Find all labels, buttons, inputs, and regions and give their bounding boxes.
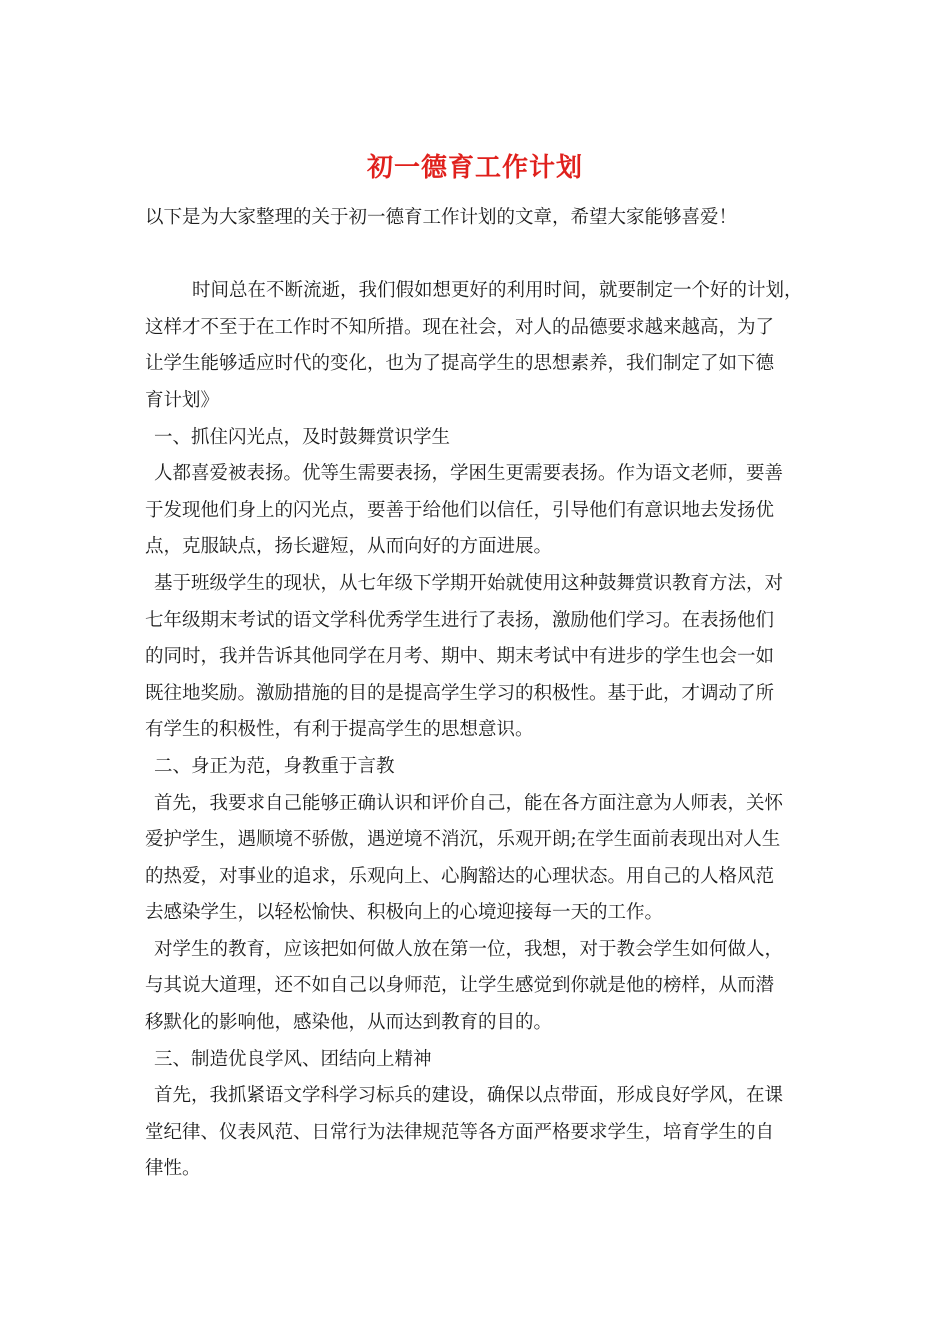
document-title: 初一德育工作计划 <box>366 153 583 183</box>
paragraph-line: 首先，我要求自己能够正确认识和评价自己，能在各方面注意为人师表，关怀 <box>154 792 784 814</box>
paragraph-line: 既往地奖励。激励措施的目的是提高学生学习的积极性。基于此，才调动了所 <box>145 682 775 704</box>
section-heading-1: 一、抓住闪光点，及时鼓舞赏识学生 <box>154 426 451 448</box>
paragraph-line: 让学生能够适应时代的变化，也为了提高学生的思想素养，我们制定了如下德 <box>145 353 775 375</box>
paragraph-line: 有学生的积极性，有利于提高学生的思想意识。 <box>145 719 534 741</box>
paragraph-line: 移默化的影响他，感染他，从而达到教育的目的。 <box>145 1012 553 1034</box>
paragraph-line: 的热爱，对事业的追求，乐观向上、心胸豁达的心理状态。用自己的人格风范 <box>145 865 775 887</box>
paragraph-line: 人都喜爱被表扬。优等生需要表扬，学困生更需要表扬。作为语文老师，要善 <box>154 463 784 485</box>
paragraph-line: 点，克服缺点，扬长避短，从而向好的方面进展。 <box>145 536 553 558</box>
paragraph-line: 这样才不至于在工作时不知所措。现在社会，对人的品德要求越来越高，为了 <box>145 316 775 338</box>
document-body <box>145 200 825 1188</box>
paragraph-line: 基于班级学生的现状，从七年级下学期开始就使用这种鼓舞赏识教育方法，对 <box>154 572 784 594</box>
paragraph-line: 爱护学生，遇顺境不骄傲，遇逆境不消沉，乐观开朗;在学生面前表现出对人生 <box>145 829 781 851</box>
section-heading-3: 三、制造优良学风、团结向上精神 <box>154 1048 432 1070</box>
paragraph-line: 育计划》 <box>145 389 220 411</box>
paragraph-line: 去感染学生，以轻松愉快、积极向上的心境迎接每一天的工作。 <box>145 902 664 924</box>
paragraph-line: 七年级期末考试的语文学科优秀学生进行了表扬，激励他们学习。在表扬他们 <box>145 609 775 631</box>
paragraph-line: 律性。 <box>145 1158 201 1180</box>
paragraph-line: 与其说大道理，还不如自己以身师范，让学生感觉到你就是他的榜样，从而潜 <box>145 975 775 997</box>
paragraph-line: 堂纪律、仪表风范、日常行为法律规范等各方面严格要求学生，培育学生的自 <box>145 1121 775 1143</box>
section-heading-2: 二、身正为范，身教重于言教 <box>154 755 395 777</box>
blank-line <box>145 237 825 274</box>
intro-line: 以下是为大家整理的关于初一德育工作计划的文章，希望大家能够喜爱！ <box>145 207 738 228</box>
paragraph-line: 对学生的教育，应该把如何做人放在第一位，我想，对于教会学生如何做人， <box>154 938 784 960</box>
paragraph-line: 的同时，我并告诉其他同学在月考、期中、期末考试中有进步的学生也会一如 <box>145 646 775 668</box>
paragraph-line: 首先，我抓紧语文学科学习标兵的建设，确保以点带面，形成良好学风，在课 <box>154 1085 784 1107</box>
paragraph-line: 于发现他们身上的闪光点，要善于给他们以信任，引导他们有意识地去发扬优 <box>145 499 775 521</box>
paragraph-line: 时间总在不断流逝，我们假如想更好的利用时间，就要制定一个好的计划， <box>192 280 803 302</box>
